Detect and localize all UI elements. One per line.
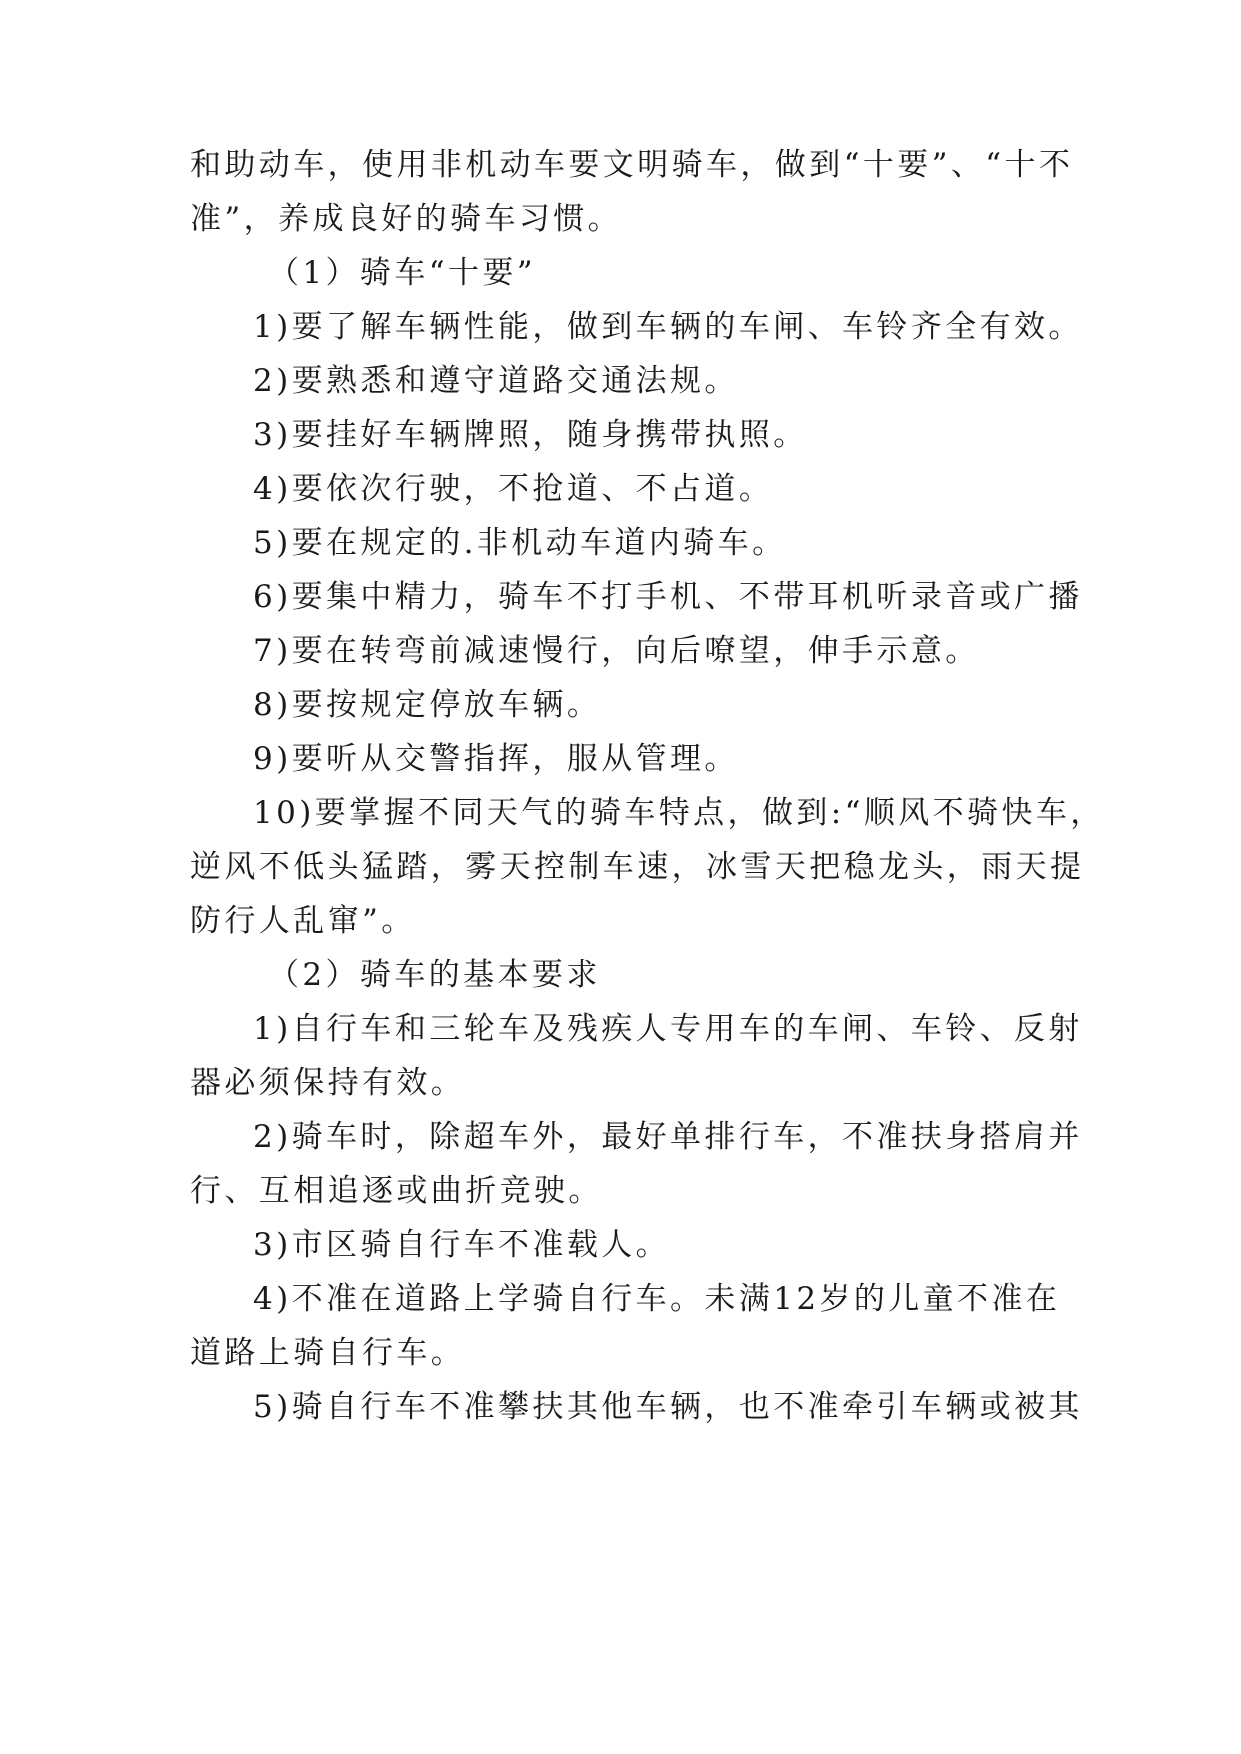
text-line: 器必须保持有效。 <box>190 1065 466 1101</box>
list-item: 2)要熟悉和遵守道路交通法规。 <box>253 363 739 399</box>
section-heading: （2）骑车的基本要求 <box>268 957 601 993</box>
text-line: 防行人乱窜”。 <box>190 903 416 939</box>
section-heading: （1）骑车“十要” <box>268 255 537 291</box>
list-item: 4)要依次行驶，不抢道、不占道。 <box>253 471 774 507</box>
text-line: 逆风不低头猛踏，雾天控制车速，冰雪天把稳龙头，雨天提 <box>190 849 1085 885</box>
list-item: 3)市区骑自行车不准载人。 <box>253 1227 671 1263</box>
list-item: 3)要挂好车辆牌照，随身携带执照。 <box>253 417 808 453</box>
text-line: 行、互相追逐或曲折竞驶。 <box>190 1173 603 1209</box>
list-item: 9)要听从交警指挥，服从管理。 <box>253 741 739 777</box>
list-item: 7)要在转弯前减速慢行，向后嘹望，伸手示意。 <box>253 633 980 669</box>
list-item: 1)自行车和三轮车及残疾人专用车的车闸、车铃、反射 <box>253 1011 1083 1047</box>
text-line: 准”，养成良好的骑车习惯。 <box>190 201 623 237</box>
list-item: 5)要在规定的.非机动车道内骑车。 <box>253 525 787 561</box>
list-item: 2)骑车时，除超车外，最好单排行车，不准扶身搭肩并 <box>253 1119 1083 1155</box>
list-item: 5)骑自行车不准攀扶其他车辆，也不准牵引车辆或被其 <box>253 1389 1083 1425</box>
text-line: 和助动车，使用非机动车要文明骑车，做到“十要”、“十不 <box>190 147 1074 183</box>
list-item: 6)要集中精力，骑车不打手机、不带耳机听录音或广播 <box>253 579 1083 615</box>
text-line: 道路上骑自行车。 <box>190 1335 466 1371</box>
list-item: 4)不准在道路上学骑自行车。未满12岁的儿童不准在 <box>253 1281 1061 1317</box>
list-item: 1)要了解车辆性能，做到车辆的车闸、车铃齐全有效。 <box>253 309 1083 345</box>
list-item: 8)要按规定停放车辆。 <box>253 687 602 723</box>
list-item: 10)要掌握不同天气的骑车特点，做到:“顺风不骑快车， <box>253 795 1105 831</box>
